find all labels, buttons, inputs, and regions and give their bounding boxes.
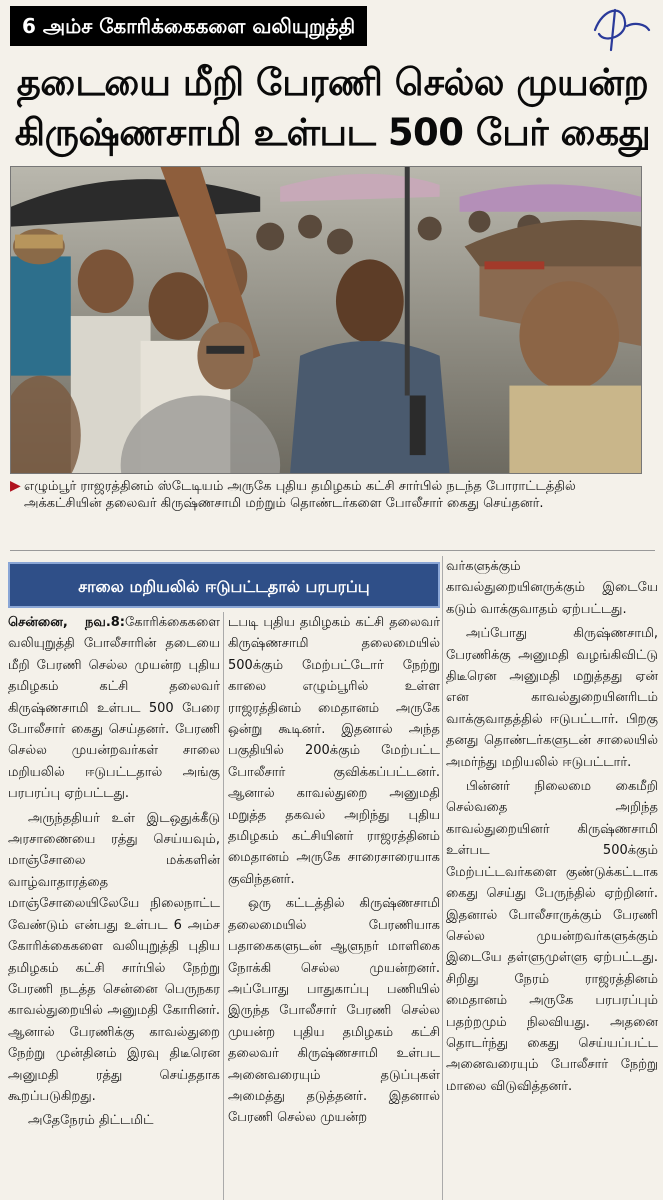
article-column-3	[446, 556, 658, 1200]
article-column-2	[228, 612, 440, 1200]
article-paragraph: சென்னை, நவ.8:கோரிக்கைகளை வலியுறுத்தி போலீசாரின் தடையை மீறி பேரணி செல்ல முயன்ற புதிய தமிழகம் கட்சி தலைவர் கிருஷ்ணசாமி உள்பட 500 பேரை போலீசார் கைது செய்தனர். பேரணி செல்ல முயன்றவர்கள் சாலை மறியலில் ஈடுபட்டதால் அங்கு பரபரப்பு ஏற்பட்டது.	[8, 615, 220, 802]
kicker-bar	[10, 6, 570, 50]
article-paragraph: பின்னர் நிலைமை கைமீறி செல்வதை அறிந்த காவல்துறையினர் கிருஷ்ணசாமி உள்பட 500க்கும் மேற்பட்டவர்களை குண்டுக்கட்டாக கைது செய்து பேருந்தில் ஏற்றினர். இதனால் போலீசாருக்கும் பேரணி செல்ல முயன்றவர்களுக்கும் இடையே தள்ளுமுள்ளு ஏற்பட்டது. சிறிது நேரம் ராஜரத்தினம் மைதானம் அருகே பரபரப்பும் பதற்றமும் நிலவியது. அதனை தொடர்ந்து கைது செய்யப்பட்ட அனைவரையும் போலீசார் நேற்று மாலை விடுவித்தனர்.	[446, 779, 658, 1094]
subheading-banner: சாலை மறியலில் ஈடுபட்டதால் பரபரப்பு	[8, 562, 440, 608]
article-paragraph: அதேநேரம் திட்டமிட்	[28, 1113, 154, 1129]
dateline: சென்னை, நவ.8:	[8, 615, 126, 630]
column-divider	[442, 556, 443, 1200]
article-paragraph: டபடி புதிய தமிழகம் கட்சி தலைவர் கிருஷ்ணசாமி தலைமையில் 500க்கும் மேற்பட்டோர் நேற்று காலை எழும்பூரில் உள்ள ராஜரத்தினம் மைதானம் அருகே ஒன்று கூடினர். இதனால் அந்த பகுதியில் 200க்கும் மேற்பட்ட போலீசார் குவிக்கப்பட்டனர். ஆனால் காவல்துறை அனுமதி மறுத்த தகவல் அறிந்து புதிய தமிழகம் கட்சியினர் ராஜரத்தினம் மைதானம் அருகே சாரைசாரையாக குவிந்தனர்.	[228, 615, 440, 887]
caption-arrow-icon: ▶	[10, 478, 21, 494]
handwritten-mark	[575, 0, 655, 60]
article-paragraph: அருந்ததியர் உள் இடஒதுக்கீடு அரசாணையை ரத்து செய்யவும், மாஞ்சோலை மக்களின் வாழ்வாதாரத்தை மாஞ்சோலையிலேயே நிலைநாட்ட வேண்டும் என்பது உள்பட 6 அம்ச கோரிக்கைகளை வலியுறுத்தி புதிய தமிழகம் கட்சி சார்பில் நேற்று பேரணி நடத்த சென்னை பெருநகர காவல்துறையில் அனுமதி கோரினர். ஆனால் பேரணிக்கு காவல்துறை நேற்று முன்தினம் இரவு திடீரென அனுமதி ரத்து செய்ததாக கூறப்படுகிறது.	[8, 810, 220, 1104]
crowd-photo-illustration	[11, 167, 641, 473]
kicker-text: 6 அம்ச கோரிக்கைகளை வலியுறுத்தி	[10, 6, 367, 46]
column-divider	[223, 612, 224, 1200]
article-paragraph: ஒரு கட்டத்தில் கிருஷ்ணசாமி தலைமையில் பேரணியாக பதாகைகளுடன் ஆளுநர் மாளிகை நோக்கி செல்ல முயன்றனர். அப்போது பாதுகாப்பு பணியில் இருந்த போலீசார் பேரணி செல்ல முயன்ற புதிய தமிழகம் கட்சி தலைவர் கிருஷ்ணசாமி உள்பட அனைவரையும் தடுப்புகள் அமைத்து தடுத்தனர். இதனால் பேரணி செல்ல முயன்ற	[228, 896, 440, 1126]
headline	[10, 58, 655, 158]
section-divider	[10, 550, 655, 551]
article-column-1	[8, 612, 220, 1200]
caption-text: எழும்பூர் ராஜரத்தினம் ஸ்டேடியம் அருகே புதிய தமிழகம் கட்சி சார்பில் நடந்த போராட்டத்தில் அக்கட்சியின் தலைவர் கிருஷ்ணசாமி மற்றும் தொண்டர்களை போலீசார் கைது செய்தனர்.	[24, 479, 576, 511]
article-paragraph: வர்களுக்கும் காவல்துறையினருக்கும் இடையே கடும் வாக்குவாதம் ஏற்பட்டது.	[446, 559, 658, 617]
headline-line-2: கிருஷ்ணசாமி உள்பட 500 பேர் கைது	[14, 111, 651, 154]
photo-caption	[10, 478, 650, 546]
article-paragraph: அப்போது கிருஷ்ணசாமி, பேரணிக்கு அனுமதி வழங்கிவிட்டு திடீரென அனுமதி மறுத்தது ஏன் என காவல்துறையினரிடம் வாக்குவாதத்தில் ஈடுபட்டார். பிறகு தனது தொண்டர்களுடன் சாலையில் அமர்ந்து மறியலில் ஈடுபட்டார்.	[446, 626, 658, 770]
news-photo	[10, 166, 642, 474]
headline-line-1: தடையை மீறி பேரணி செல்ல முயன்ற	[16, 61, 649, 104]
